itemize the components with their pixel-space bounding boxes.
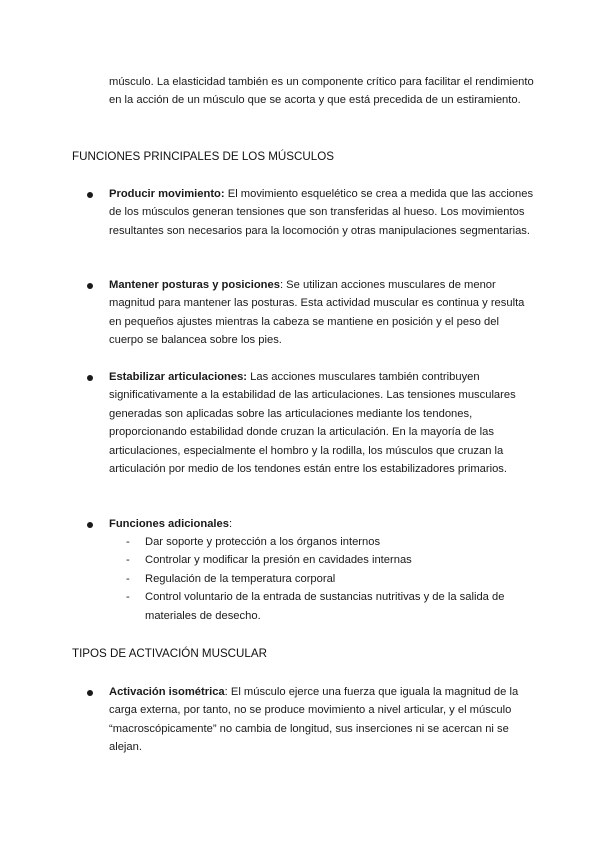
bullet-text: El movimiento esquelético se crea a medida que las acciones de los músculos generan tensiones que son transferidas al hueso. Los movimientos resultantes son necesarios para la locomoción y otras manipulaciones segmentarias. bbox=[109, 188, 534, 237]
bullet-text: : Se utilizan acciones musculares de menor magnitud para mantener las posturas. Esta actividad muscular es continua y resulta en pequeños ajustes mientras la cabeza se mantiene en posición y el peso del cuerpo se balancea sobre los pies. bbox=[109, 279, 525, 347]
dash-icon: - bbox=[126, 554, 130, 567]
sub-list-item bbox=[126, 588, 530, 625]
dash-icon: - bbox=[126, 572, 130, 585]
bullet-item-producir-movimiento bbox=[109, 185, 534, 240]
bullet-label: Funciones adicionales bbox=[109, 518, 229, 530]
bullet-text: Las acciones musculares también contribuyen significativamente a la estabilidad de las articulaciones. Las tensiones musculares generadas son aplicadas sobre las articulaciones mediante los tendones, proporcionando estabilidad donde cruzan la articulación. En la mayoría de las articulaciones, especialmente el hombro y la rodilla, los músculos que cruzan la articulación por medio de los tendones están entre los estabilizadores primarios. bbox=[109, 371, 516, 476]
intro-paragraph: músculo. La elasticidad también es un componente crítico para facilitar el rendimiento en la acción de un músculo que se acorta y que está precedida de un estiramiento. bbox=[109, 76, 534, 107]
bullet-icon bbox=[87, 192, 93, 198]
bullet-item-activacion-isometrica bbox=[109, 683, 534, 757]
bullet-icon bbox=[87, 522, 93, 528]
bullet-icon bbox=[87, 283, 93, 289]
bullet-paragraph bbox=[109, 276, 534, 350]
sub-list-item bbox=[126, 551, 530, 569]
sub-list-item-text: Dar soporte y protección a los órganos internos bbox=[145, 536, 381, 548]
dash-icon: - bbox=[126, 536, 130, 548]
section-heading-funciones: FUNCIONES PRINCIPALES DE LOS MÚSCULOS bbox=[72, 150, 334, 163]
bullet-label: Estabilizar articulaciones: bbox=[109, 371, 248, 383]
sub-list-funciones-adicionales bbox=[126, 533, 530, 625]
sub-list-item-text: Control voluntario de la entrada de sustancias nutritivas y de la salida de materiales de desecho. bbox=[145, 591, 505, 622]
sub-list-item bbox=[126, 570, 530, 588]
section-heading-tipos-activacion: TIPOS DE ACTIVACIÓN MUSCULAR bbox=[72, 647, 267, 660]
bullet-label: Producir movimiento: bbox=[109, 188, 225, 200]
bullet-paragraph bbox=[109, 515, 534, 533]
bullet-item-mantener-posturas bbox=[109, 276, 534, 350]
dash-icon: - bbox=[126, 591, 130, 604]
sub-list-item bbox=[126, 533, 530, 551]
bullet-paragraph bbox=[109, 185, 534, 240]
bullet-text: : El músculo ejerce una fuerza que iguala la magnitud de la carga externa, por tanto, no se produce movimiento a nivel articular, y el músculo “macroscópicamente” no cambia de longitud, sus inserciones ni se acercan ni se alejan. bbox=[109, 686, 519, 754]
bullet-label: Activación isométrica bbox=[109, 686, 225, 698]
bullet-item-estabilizar-articulaciones bbox=[109, 368, 534, 478]
bullet-text: : bbox=[229, 518, 233, 530]
bullet-label: Mantener posturas y posiciones bbox=[109, 279, 280, 291]
bullet-paragraph bbox=[109, 683, 534, 757]
sub-list-item-text: Regulación de la temperatura corporal bbox=[145, 572, 336, 585]
bullet-icon bbox=[87, 375, 93, 381]
bullet-paragraph bbox=[109, 368, 534, 478]
bullet-item-funciones-adicionales bbox=[109, 515, 534, 533]
bullet-icon bbox=[87, 690, 93, 696]
sub-list-item-text: Controlar y modificar la presión en cavidades internas bbox=[145, 554, 412, 567]
